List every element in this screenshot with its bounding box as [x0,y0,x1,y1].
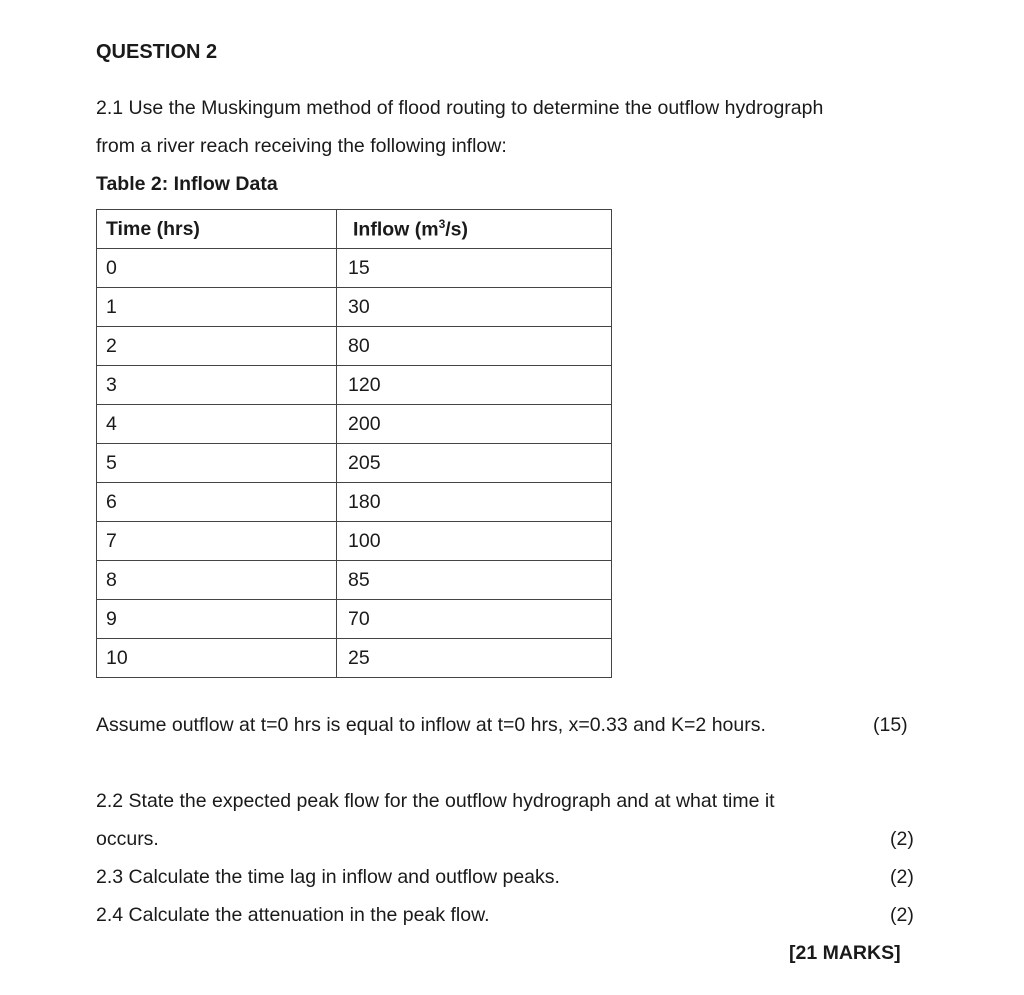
table-row [97,288,612,327]
table-row [97,405,612,444]
assumption-text: Assume outflow at t=0 hrs is equal to inflow at t=0 hrs, x=0.33 and K=2 hours. [96,714,766,736]
cell-inflow: 120 [337,366,612,405]
cell-time: 5 [97,444,337,483]
question-2-2-marks: (2) [890,828,914,850]
cell-time: 7 [97,522,337,561]
table-row [97,600,612,639]
question-2-2-text-line-1: 2.2 State the expected peak flow for the outflow hydrograph and at what time it [96,790,775,812]
cell-inflow: 180 [337,483,612,522]
cell-inflow: 25 [337,639,612,678]
cell-time: 4 [97,405,337,444]
table-row [97,483,612,522]
question-title: QUESTION 2 [96,41,218,63]
header-inflow-suffix: /s) [445,218,469,241]
table-row [97,561,612,600]
cell-time: 2 [97,327,337,366]
question-2-4-text: 2.4 Calculate the attenuation in the peak flow. [96,904,490,926]
question-2-1-text-line-2: from a river reach receiving the following inflow: [96,135,507,157]
total-marks: [21 MARKS] [789,942,901,964]
cell-time: 3 [97,366,337,405]
cell-inflow: 200 [337,405,612,444]
cell-time: 1 [97,288,337,327]
header-inflow-prefix: Inflow (m [353,218,439,241]
cell-inflow: 30 [337,288,612,327]
table-caption: Table 2: Inflow Data [96,173,278,195]
header-time: Time (hrs) [97,210,337,249]
cell-time: 6 [97,483,337,522]
cell-inflow: 205 [337,444,612,483]
inflow-data-table [96,209,612,678]
question-2-1-text-line-1: 2.1 Use the Muskingum method of flood routing to determine the outflow hydrograph [96,97,824,119]
cell-inflow: 85 [337,561,612,600]
cell-inflow: 80 [337,327,612,366]
cell-time: 10 [97,639,337,678]
cell-inflow: 100 [337,522,612,561]
table-row [97,639,612,678]
header-inflow [337,210,612,249]
cell-inflow: 15 [337,249,612,288]
question-2-3-text: 2.3 Calculate the time lag in inflow and outflow peaks. [96,866,560,888]
table-row [97,366,612,405]
cell-inflow: 70 [337,600,612,639]
question-2-4-marks: (2) [890,904,914,926]
cell-time: 9 [97,600,337,639]
question-2-2-text-line-2: occurs. [96,828,159,850]
question-2-1-marks: (15) [873,714,908,736]
table-row [97,327,612,366]
table-row [97,249,612,288]
table-row [97,522,612,561]
header-inflow-superscript: 3 [438,216,446,231]
question-2-3-marks: (2) [890,866,914,888]
cell-time: 0 [97,249,337,288]
cell-time: 8 [97,561,337,600]
table-row [97,444,612,483]
table-header-row [97,210,612,249]
